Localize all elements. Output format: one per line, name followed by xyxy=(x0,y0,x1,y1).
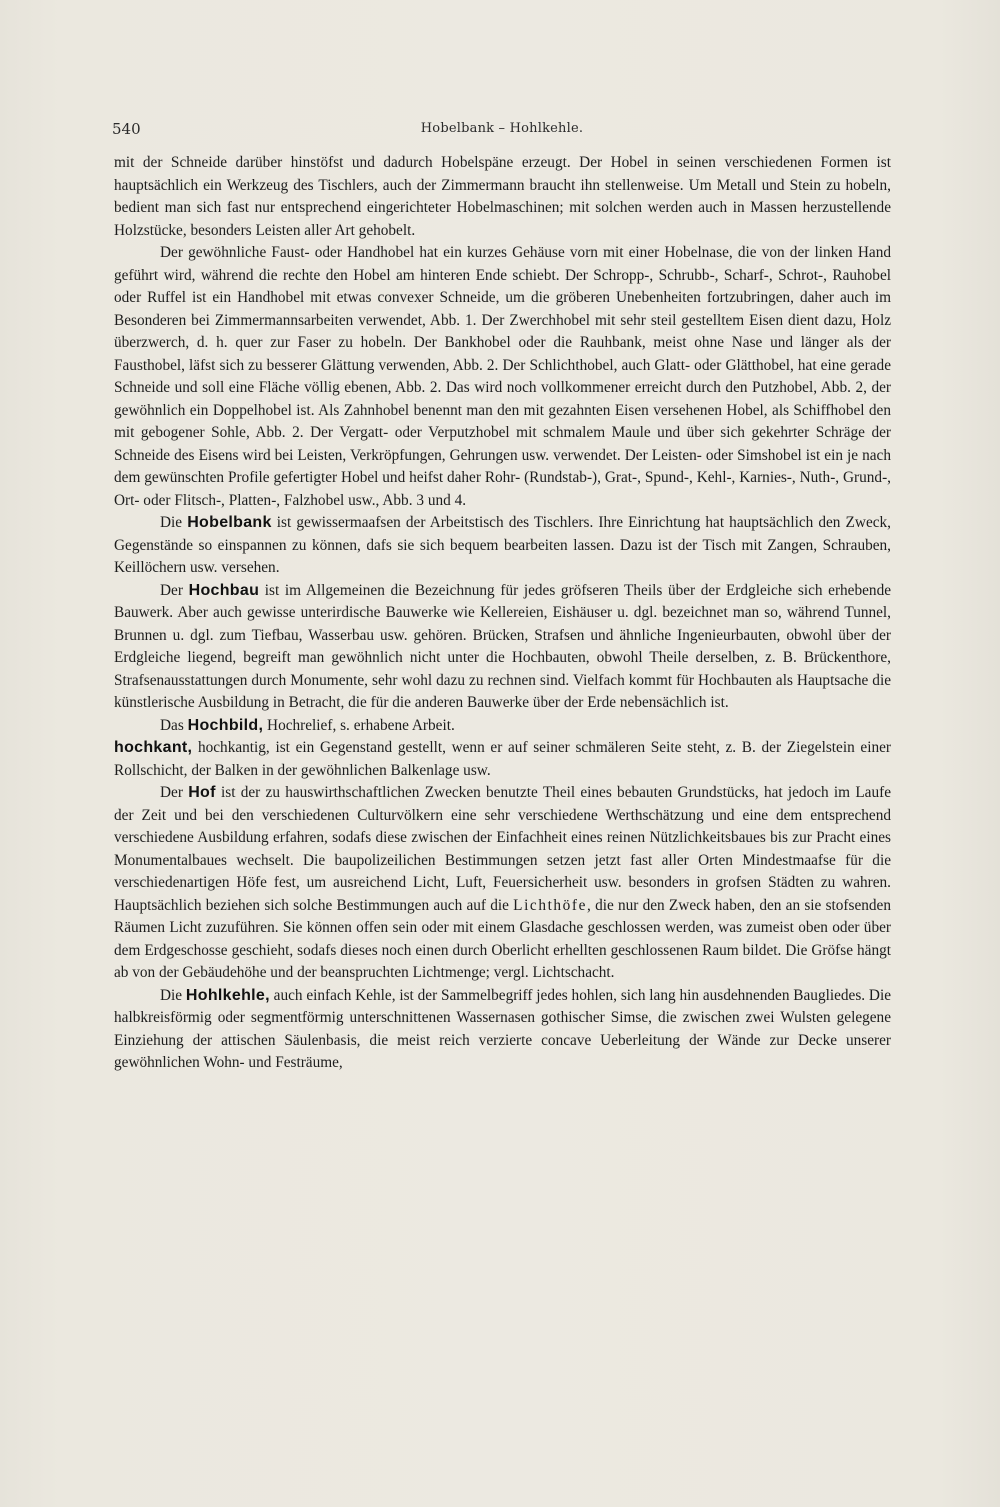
entry-prefix: Das xyxy=(160,716,188,734)
page-header xyxy=(112,120,892,142)
entry-hochbau xyxy=(114,580,891,715)
entry-prefix: Der xyxy=(160,581,189,599)
headword-hochbau: Hochbau xyxy=(188,581,260,599)
entry-text: ist der zu hauswirthschaftlichen Zwecken benutzte Theil eines bebauten Grundstücks, hat jedoch im Laufe der Zeit und bei den verschiedenen Culturvölkern eine sehr verschiedene Werthschätzung und eine dem entsprechend verschiedene Ausbildung erfahren, sodafs diese zwischen der Einfachheit eines reinen Nützlichkeitsbaues bis zur Pracht eines Monumentalbaues wechselt. Die baupolizeilichen Bestimmungen setzen jetzt fast aller Orten Mindestmaafse für die verschiedenartigen Höfe fest, um ausreichend Licht, Luft, Feuersicherheit usw. besonders in grofsen Städten zu wahren. Hauptsächlich beziehen sich solche Bestimmungen auch auf die xyxy=(114,784,891,914)
page-number: 540 xyxy=(112,120,141,138)
entry-hochbild xyxy=(114,715,891,738)
entry-text: ist gewissermaafsen der Arbeitstisch des Tischlers. Ihre Einrichtung hat hauptsächlich den Zweck, Gegenstände so einspannen zu können, dafs sie sich bequem bearbeiten lassen. Dazu ist der Tisch mit Zangen, Schrauben, Keillöchern usw. versehen. xyxy=(114,514,891,576)
entry-hof xyxy=(114,782,891,985)
body-text xyxy=(114,152,891,1075)
entry-text-continued: , die nur den Zweck haben, den an sie stofsenden Räumen Licht zuzuführen. Sie können offen sein oder mit einem Glasdache geschlossen werden, was zumeist oben oder über dem Erdgeschosse geschieht, sodafs dieses noch einen durch Oberlicht erhellten geschlossenen Raum bildet. Die Gröfse hängt ab von der Gebäudehöhe und der beanspruchten Lichtmenge; vergl. Lichtschacht. xyxy=(114,896,891,981)
headword-hof: Hof xyxy=(188,784,216,801)
headword-hobelbank: Hobelbank xyxy=(187,514,272,531)
headword-hohlkehle: Hohlkehle, xyxy=(185,986,270,1004)
entry-prefix: Der xyxy=(160,784,189,801)
entry-text: Hochrelief, s. erhabene Arbeit. xyxy=(263,716,455,734)
entry-hochkant xyxy=(114,737,891,782)
entry-prefix: Die xyxy=(160,986,186,1004)
entry-text: hochkantig, ist ein Gegenstand gestellt, wenn er auf seiner schmäleren Seite steht, z. B. der Ziegelstein einer Rollschicht, der Balken in der gewöhnlichen Balkenlage usw. xyxy=(114,739,891,779)
paragraph-continuation: mit der Schneide darüber hinstöfst und dadurch Hobelspäne erzeugt. Der Hobel in seinen verschiedenen Formen ist hauptsächlich ein Werkzeug des Tischlers, auch der Zimmermann braucht ihn stellenweise. Um Metall und Stein zu hobeln, bedient man sich fast nur entsprechend eingerichteter Hobelmaschinen; mit solchen werden auch in Massen herzustellende Holzstücke, besonders Leisten aller Art gehobelt. xyxy=(114,154,891,239)
entry-text: ist im Allgemeinen die Bezeichnung für jedes gröfseren Theils über der Erdgleiche sich erhebende Bauwerk. Aber auch gewisse unterirdische Bauwerke wie Kellereien, Eishäuser u. dgl. bezeichnet man so, während Tunnel, Brunnen u. dgl. zum Tiefbau, Wasserbau usw. gehören. Brücken, Strafsen und ähnliche Ingenieurbauten, obwohl über der Erdgleiche liegend, begreift man gewöhnlich nicht unter die Hochbauten, obwohl Theile derselben, z. B. Brückenthore, Strafsenausstattungen durch Monumente, sehr wohl dazu zu rechnen sind. Vielfach kommt für Hochbauten als Hauptsache die künstlerische Ausbildung in Betracht, die für die anderen Bauwerke über der Erde nebensächlich ist. xyxy=(114,581,892,711)
entry-hobelbank xyxy=(114,512,891,580)
entry-prefix: Die xyxy=(160,514,188,531)
entry-hohlkehle xyxy=(114,985,891,1075)
headword-hochbild: Hochbild, xyxy=(187,716,264,734)
running-title: Hobelbank – Hohlkehle. xyxy=(420,121,584,136)
headword-hochkant: hochkant, xyxy=(114,739,193,756)
emphasis-lichthoefe: Lichthöfe xyxy=(513,896,588,914)
entry-text: auch einfach Kehle, ist der Sammelbegriff jedes hohlen, sich lang hin ausdehnenden Baugliedes. Die halbkreisförmig oder segmentförmig unterschnittenen Wassernasen gothischer Simse, die zwischen zwei Wulsten gelegene Einziehung der attischen Säulenbasis, die meist reich verzierte concave Ueberleitung der Wände zur Decke unserer gewöhnlichen Wohn- und Festräume, xyxy=(114,986,892,1071)
paragraph-handhobel: Der gewöhnliche Faust- oder Handhobel hat ein kurzes Gehäuse vorn mit einer Hobelnase, die von der linken Hand geführt wird, während die rechte den Hobel am hinteren Ende schiebt. Der Schropp-, Schrubb-, Scharf-, Schrot-, Rauhobel oder Ruffel ist ein Handhobel mit etwas convexer Schneide, um die gröberen Unebenheiten fortzubringen, daher auch im Besonderen bei Zimmermannsarbeiten verwendet, Abb. 1. Der Zwerchhobel mit sehr steil gestelltem Eisen dient dazu, Holz überzwerch, d. h. quer zur Faser zu hobeln. Der Bankhobel oder die Rauhbank, meist ohne Nase und länger als der Fausthobel, läfst sich zu besserer Glättung verwenden, Abb. 2. Der Schlichthobel, auch Glatt- oder Glätthobel, hat eine gerade Schneide und soll eine Fläche völlig ebenen, Abb. 2. Das wird noch vollkommener erreicht durch den Putzhobel, Abb. 2, der gewöhnlich ein Doppelhobel ist. Als Zahnhobel benennt man den mit gezahnten Eisen versehenen Hobel, als Schiffhobel den mit gebogener Sohle, Abb. 2. Der Vergatt- oder Verputzhobel mit schmalem Maule und über sich gekehrter Schräge der Schneide des Eisens wird bei Leisten, Verkröpfungen, Gehrungen usw. verwendet. Der Leisten- oder Simshobel ist ein je nach dem gewünschten Profile gefertigter Hobel und heifst daher Rohr- (Rundstab-), Grat-, Spund-, Kehl-, Karnies-, Nuth-, Grund-, Ort- oder Flitsch-, Platten-, Falzhobel usw., Abb. 3 und 4. xyxy=(114,244,891,509)
